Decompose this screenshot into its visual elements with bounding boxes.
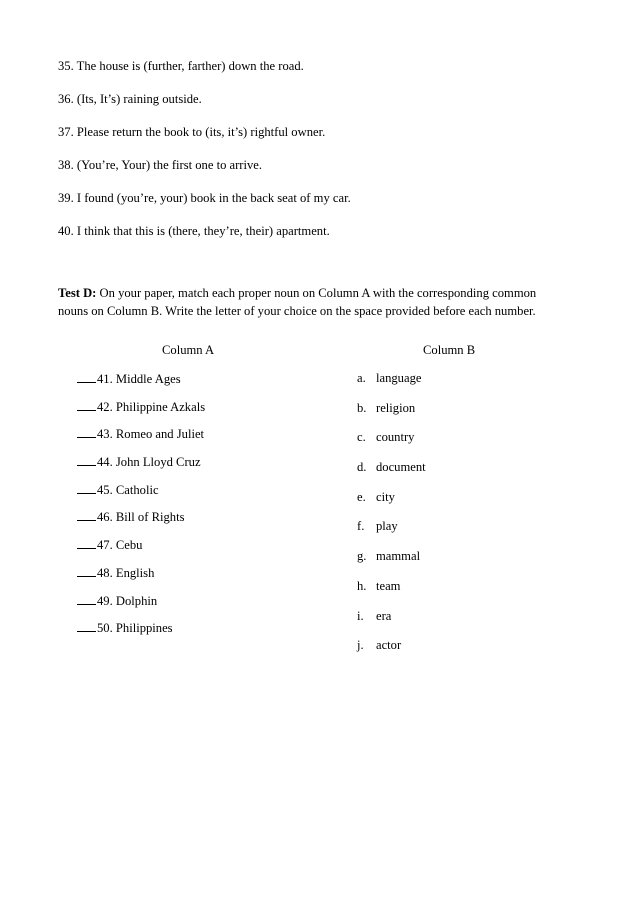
column-b-item (357, 401, 426, 431)
column-b-word: country (376, 430, 415, 445)
column-a-item (77, 371, 205, 399)
answer-blank (77, 620, 96, 632)
answer-blank (77, 537, 96, 549)
column-b-word: language (376, 371, 422, 385)
column-b-letter: e. (357, 489, 366, 504)
column-a-item (77, 537, 205, 565)
column-a-item-text: 47. Cebu (97, 538, 143, 553)
column-a-item-text: 50. Philippines (97, 621, 173, 636)
answer-blank (77, 454, 96, 466)
column-b-item (357, 460, 426, 490)
column-b-word: actor (376, 638, 402, 653)
column-a-item-text: 42. Philippine Azkals (97, 399, 206, 414)
column-a-item-text: 48. English (97, 565, 155, 580)
column-b-word: religion (376, 400, 416, 415)
column-a-list (77, 371, 205, 648)
answer-blank (77, 565, 96, 577)
answer-blank (77, 426, 96, 438)
column-a-item (77, 482, 205, 510)
test-d-text: On your paper, match each proper noun on Column A with the corresponding common nouns on Column B. Write the letter of your choice on the space provided before each number. (58, 286, 537, 318)
column-a-heading: Column A (162, 343, 215, 357)
answer-blank (77, 509, 96, 521)
question-37: 37. Please return the book to (its, it’s) rightful owner. (58, 125, 326, 139)
column-a-item-text: 46. Bill of Rights (97, 510, 185, 525)
column-b-item (357, 371, 426, 401)
column-a-item-text: 43. Romeo and Juliet (97, 427, 205, 442)
column-b-letter: a. (357, 371, 366, 385)
column-b-letter: j. (357, 638, 364, 653)
column-b-item (357, 430, 426, 460)
column-b-item (357, 609, 426, 639)
column-a-item (77, 565, 205, 593)
answer-blank (77, 399, 96, 411)
test-d-label: Test D: (58, 286, 97, 300)
test-d-instructions (58, 285, 568, 320)
column-a-item (77, 509, 205, 537)
answer-blank (77, 371, 96, 383)
column-b-heading: Column B (423, 343, 476, 357)
column-b-word: team (376, 578, 401, 593)
column-b-word: mammal (376, 549, 421, 564)
column-b-list (357, 371, 426, 668)
column-b-letter: c. (357, 430, 366, 445)
column-a-item-text: 49. Dolphin (97, 593, 158, 608)
column-b-item (357, 490, 426, 520)
column-b-letter: b. (357, 400, 367, 415)
column-a-item (77, 426, 205, 454)
column-a-item-text: 44. John Lloyd Cruz (97, 455, 201, 470)
column-b-letter: h. (357, 578, 367, 593)
question-38: 38. (You’re, Your) the first one to arrive. (58, 158, 263, 172)
column-b-letter: i. (357, 608, 364, 623)
column-b-word: era (376, 608, 392, 623)
question-39: 39. I found (you’re, your) book in the back seat of my car. (58, 191, 351, 205)
question-40: 40. I think that this is (there, they’re, their) apartment. (58, 224, 330, 238)
column-a-item (77, 454, 205, 482)
column-b-item (357, 549, 426, 579)
column-b-word: city (376, 489, 395, 504)
column-b-letter: g. (357, 549, 367, 564)
question-35: 35. The house is (further, farther) down the road. (58, 59, 304, 73)
column-b-item (357, 579, 426, 609)
column-b-letter: d. (357, 460, 367, 475)
column-a-item (77, 593, 205, 621)
answer-blank (77, 593, 96, 605)
column-a-item-text: 45. Catholic (97, 482, 159, 497)
column-b-item (357, 638, 426, 668)
column-b-item (357, 519, 426, 549)
question-36: 36. (Its, It’s) raining outside. (58, 92, 202, 106)
column-a-item-text: 41. Middle Ages (97, 372, 181, 386)
column-b-word: play (376, 519, 398, 534)
column-a-item (77, 399, 205, 427)
answer-blank (77, 482, 96, 494)
column-b-letter: f. (357, 519, 365, 534)
column-a-item (77, 620, 205, 648)
column-b-word: document (376, 460, 426, 475)
